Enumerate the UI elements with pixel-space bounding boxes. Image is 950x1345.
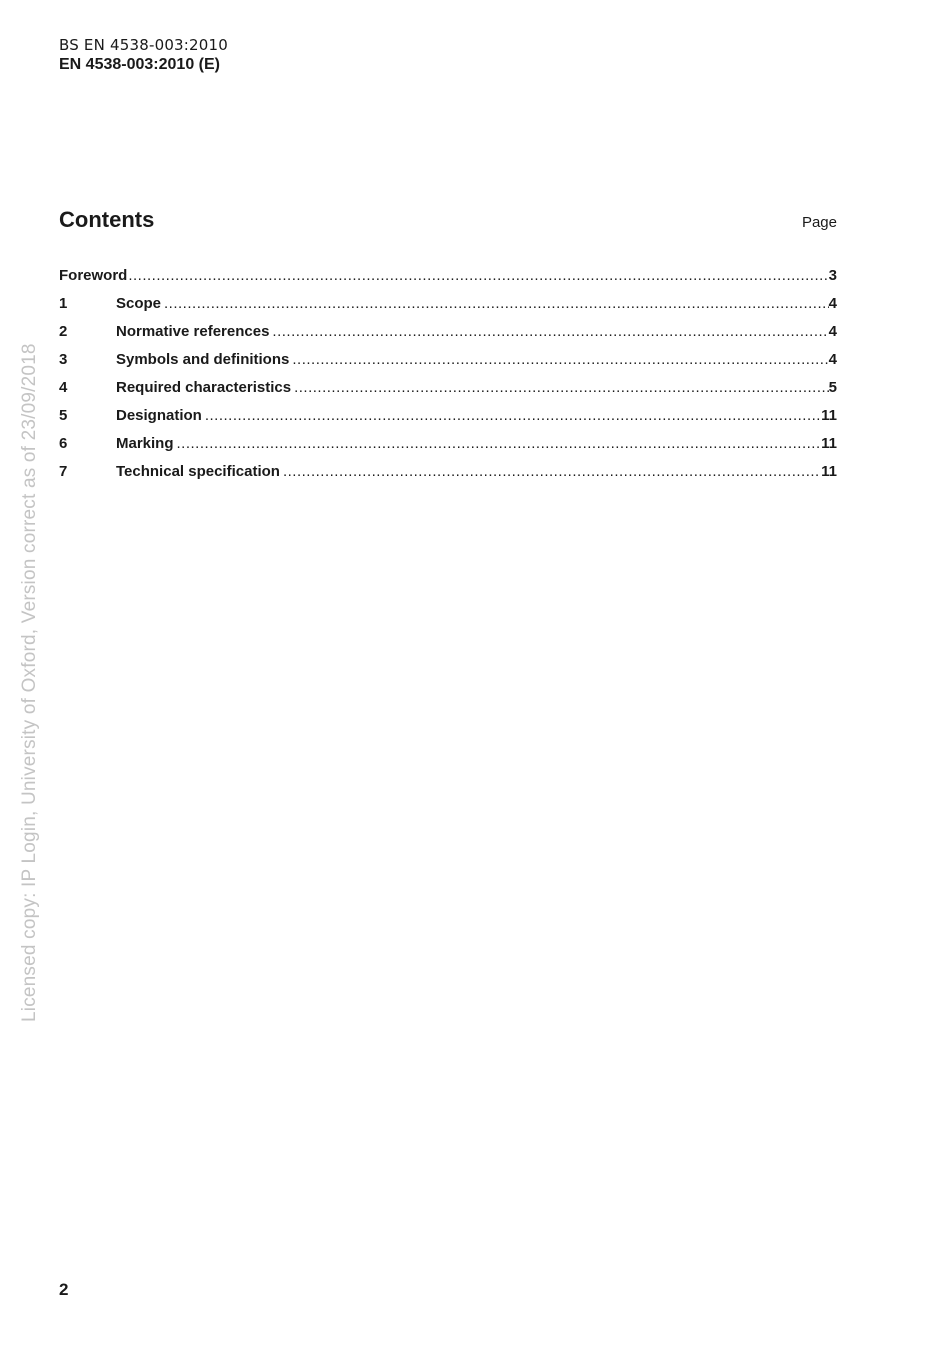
toc-entry-title: Designation [116, 407, 202, 424]
toc-entry-foreword[interactable] [59, 266, 837, 294]
toc-entry-page: 11 [821, 463, 837, 480]
toc-entry-page: 5 [828, 379, 837, 396]
toc-entry-page: 4 [828, 295, 837, 312]
toc-entry-title: Marking [116, 435, 174, 452]
table-of-contents [59, 266, 837, 490]
toc-entry-number: 6 [59, 435, 68, 452]
toc-dot-leader [127, 266, 828, 286]
toc-entry-title: Required characteristics [116, 379, 292, 396]
toc-entry-page: 4 [828, 351, 837, 368]
toc-dot-leader [174, 434, 822, 454]
toc-entry-title: Symbols and definitions [116, 351, 290, 368]
toc-entry-symbols-and-definitions[interactable] [59, 350, 837, 378]
toc-entry-number: 1 [59, 295, 68, 312]
toc-entry-number: 3 [59, 351, 68, 368]
toc-entry-page: 4 [828, 323, 837, 340]
document-id-english: EN 4538-003:2010 (E) [59, 56, 220, 73]
page-number: 2 [59, 1280, 69, 1299]
toc-entry-title: Technical specification [116, 463, 280, 480]
toc-entry-title: Scope [116, 295, 162, 312]
toc-entry-title: Normative references [116, 323, 270, 340]
license-watermark: Licensed copy: IP Login, University of Oxford, Version correct as of 23/09/2018 [19, 343, 40, 1022]
toc-entry-page: 3 [828, 267, 837, 284]
toc-dot-leader [291, 378, 829, 398]
toc-entry-marking[interactable] [59, 434, 837, 462]
toc-entry-technical-specification[interactable] [59, 462, 837, 490]
toc-entry-normative-references[interactable] [59, 322, 837, 350]
toc-entry-number: 7 [59, 463, 68, 480]
toc-dot-leader [161, 294, 829, 314]
toc-dot-leader [280, 462, 821, 482]
toc-dot-leader [269, 322, 828, 342]
document-id: BS EN 4538-003:2010 [59, 36, 229, 54]
toc-entry-number: 2 [59, 323, 68, 340]
toc-dot-leader [289, 350, 828, 370]
toc-entry-designation[interactable] [59, 406, 837, 434]
toc-entry-page: 11 [821, 435, 837, 452]
contents-heading: Contents [59, 207, 155, 232]
toc-entry-scope[interactable] [59, 294, 837, 322]
toc-entry-required-characteristics[interactable] [59, 378, 837, 406]
toc-entry-page: 11 [821, 407, 837, 424]
toc-entry-number: 5 [59, 407, 68, 424]
page-column-label: Page [801, 214, 837, 231]
toc-entry-title: Foreword [59, 267, 128, 284]
toc-entry-number: 4 [59, 379, 68, 396]
toc-dot-leader [202, 406, 821, 426]
